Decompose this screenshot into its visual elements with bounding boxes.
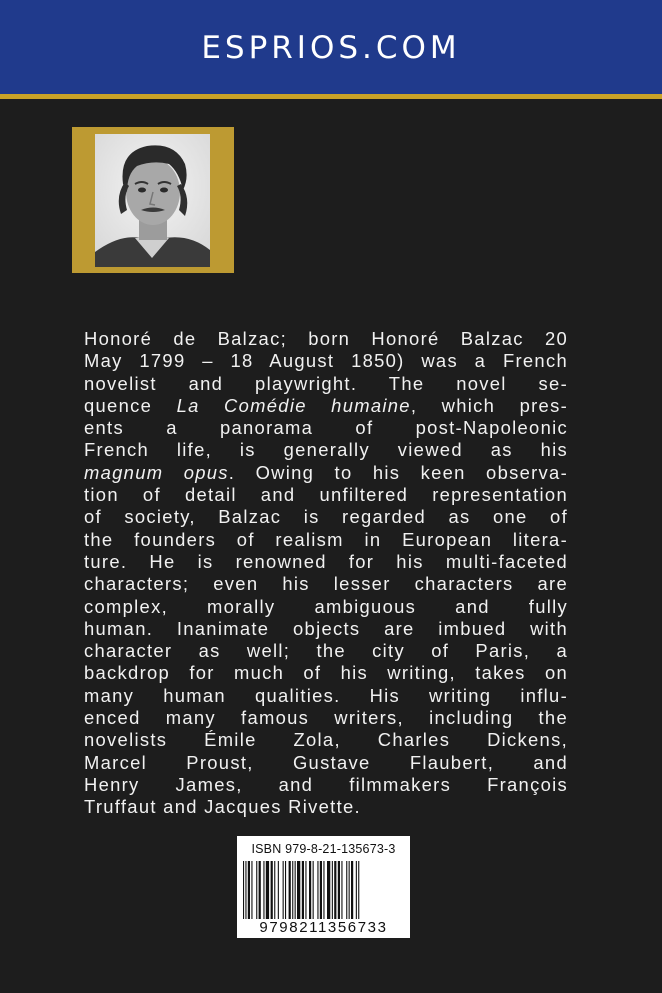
bio-line	[84, 529, 568, 551]
author-biography	[84, 328, 568, 819]
bio-text: of society, Balzac is regarded as one of	[84, 506, 568, 528]
bio-text: enced many famous writers, including the	[84, 707, 568, 729]
barcode-bar	[341, 861, 342, 919]
bio-line	[84, 618, 568, 640]
bio-text: Honoré de Balzac; born Honoré Balzac 20	[84, 328, 568, 349]
barcode-bar	[245, 861, 246, 919]
bio-line	[84, 685, 568, 707]
bio-text: novelist and playwright. The novel se-	[84, 372, 568, 394]
bio-text: many human qualities. His writing influ-	[84, 684, 568, 706]
bio-italic-title: magnum opus	[84, 461, 229, 483]
bio-text: quence	[84, 394, 177, 416]
barcode-bar	[317, 861, 318, 919]
bio-line	[84, 774, 568, 796]
barcode-bar	[332, 861, 333, 919]
bio-line	[84, 640, 568, 662]
barcode-bar	[323, 861, 324, 919]
bio-text: Truffaut and Jacques Rivette.	[84, 796, 361, 818]
bio-italic-title: La Comédie humaine	[176, 394, 411, 416]
bio-line	[84, 729, 568, 751]
bio-line	[84, 462, 568, 484]
barcode-bar	[338, 861, 340, 919]
barcode-bar	[297, 861, 300, 919]
isbn-label: ISBN 979-8-21-135673-3	[251, 842, 396, 856]
barcode-bar	[302, 861, 304, 919]
bio-line	[84, 506, 568, 528]
barcode-digits: 9798211356733	[259, 919, 388, 936]
isbn-barcode	[237, 836, 410, 938]
barcode-bar	[327, 861, 330, 919]
bio-line	[84, 752, 568, 774]
bio-text: ents a panorama of post-Napoleonic	[84, 417, 568, 439]
bio-text: characters; even his lesser characters are	[84, 573, 568, 595]
bio-text: backdrop for much of his writing, takes on	[84, 662, 568, 684]
header-bar	[0, 0, 662, 94]
bio-line	[84, 551, 568, 573]
bio-line	[84, 439, 568, 461]
bio-line	[84, 573, 568, 595]
barcode-bar	[274, 861, 275, 919]
bio-line	[84, 707, 568, 729]
barcode-bar	[263, 861, 264, 919]
barcode-bar	[248, 861, 250, 919]
bio-line	[84, 596, 568, 618]
bio-text: Marcel Proust, Gustave Flaubert, and	[84, 751, 568, 773]
bio-line	[84, 328, 568, 350]
barcode-bar	[295, 861, 296, 919]
bio-text: human. Inanimate objects are imbued with	[84, 617, 568, 639]
bio-line	[84, 484, 568, 506]
barcode-bar	[243, 861, 244, 919]
barcode-bar	[283, 861, 284, 919]
barcode-bar	[305, 861, 306, 919]
bio-text: novelists Émile Zola, Charles Dickens,	[84, 729, 568, 751]
barcode-bar	[346, 861, 347, 919]
brand-title: ESPRIOS.COM	[201, 30, 461, 66]
barcode-bar	[356, 861, 357, 919]
bio-text: tion of detail and unfiltered representation	[84, 484, 568, 506]
barcode-bar	[266, 861, 269, 919]
bio-line	[84, 417, 568, 439]
barcode-bar	[251, 861, 252, 919]
header-gold-rule	[0, 94, 662, 99]
bio-text: character as well; the city of Paris, a	[84, 640, 568, 662]
barcode-bar	[292, 861, 293, 919]
author-portrait-icon	[95, 134, 210, 267]
bio-text: French life, is generally viewed as his	[84, 439, 568, 461]
bio-text: Henry James, and filmmakers François	[84, 773, 568, 795]
barcode-bar	[349, 861, 350, 919]
bio-text: , which pres-	[410, 394, 568, 416]
barcode-bar	[271, 861, 273, 919]
bio-text: ture. He is renowned for his multi-faceted	[84, 550, 568, 572]
barcode-bar	[309, 861, 311, 919]
barcode-bar	[285, 861, 286, 919]
bio-line	[84, 373, 568, 395]
bio-text: complex, morally ambiguous and fully	[84, 595, 568, 617]
barcode-bar	[289, 861, 291, 919]
barcode-bar	[259, 861, 261, 919]
bio-line	[84, 662, 568, 684]
bio-text: . Owing to his keen observa-	[228, 461, 568, 483]
bio-text: May 1799 – 18 August 1850) was a French	[84, 350, 568, 372]
barcode-bar	[278, 861, 279, 919]
barcode-bar	[351, 861, 353, 919]
bio-line	[84, 796, 568, 818]
barcode-bar	[334, 861, 336, 919]
barcode-bar	[358, 861, 359, 919]
barcode-bar	[320, 861, 322, 919]
barcode-bar	[256, 861, 257, 919]
bio-text: the founders of realism in European litera-	[84, 528, 568, 550]
barcode-bar	[313, 861, 314, 919]
barcode-bars	[243, 861, 404, 919]
bio-line	[84, 350, 568, 372]
bio-line	[84, 395, 568, 417]
